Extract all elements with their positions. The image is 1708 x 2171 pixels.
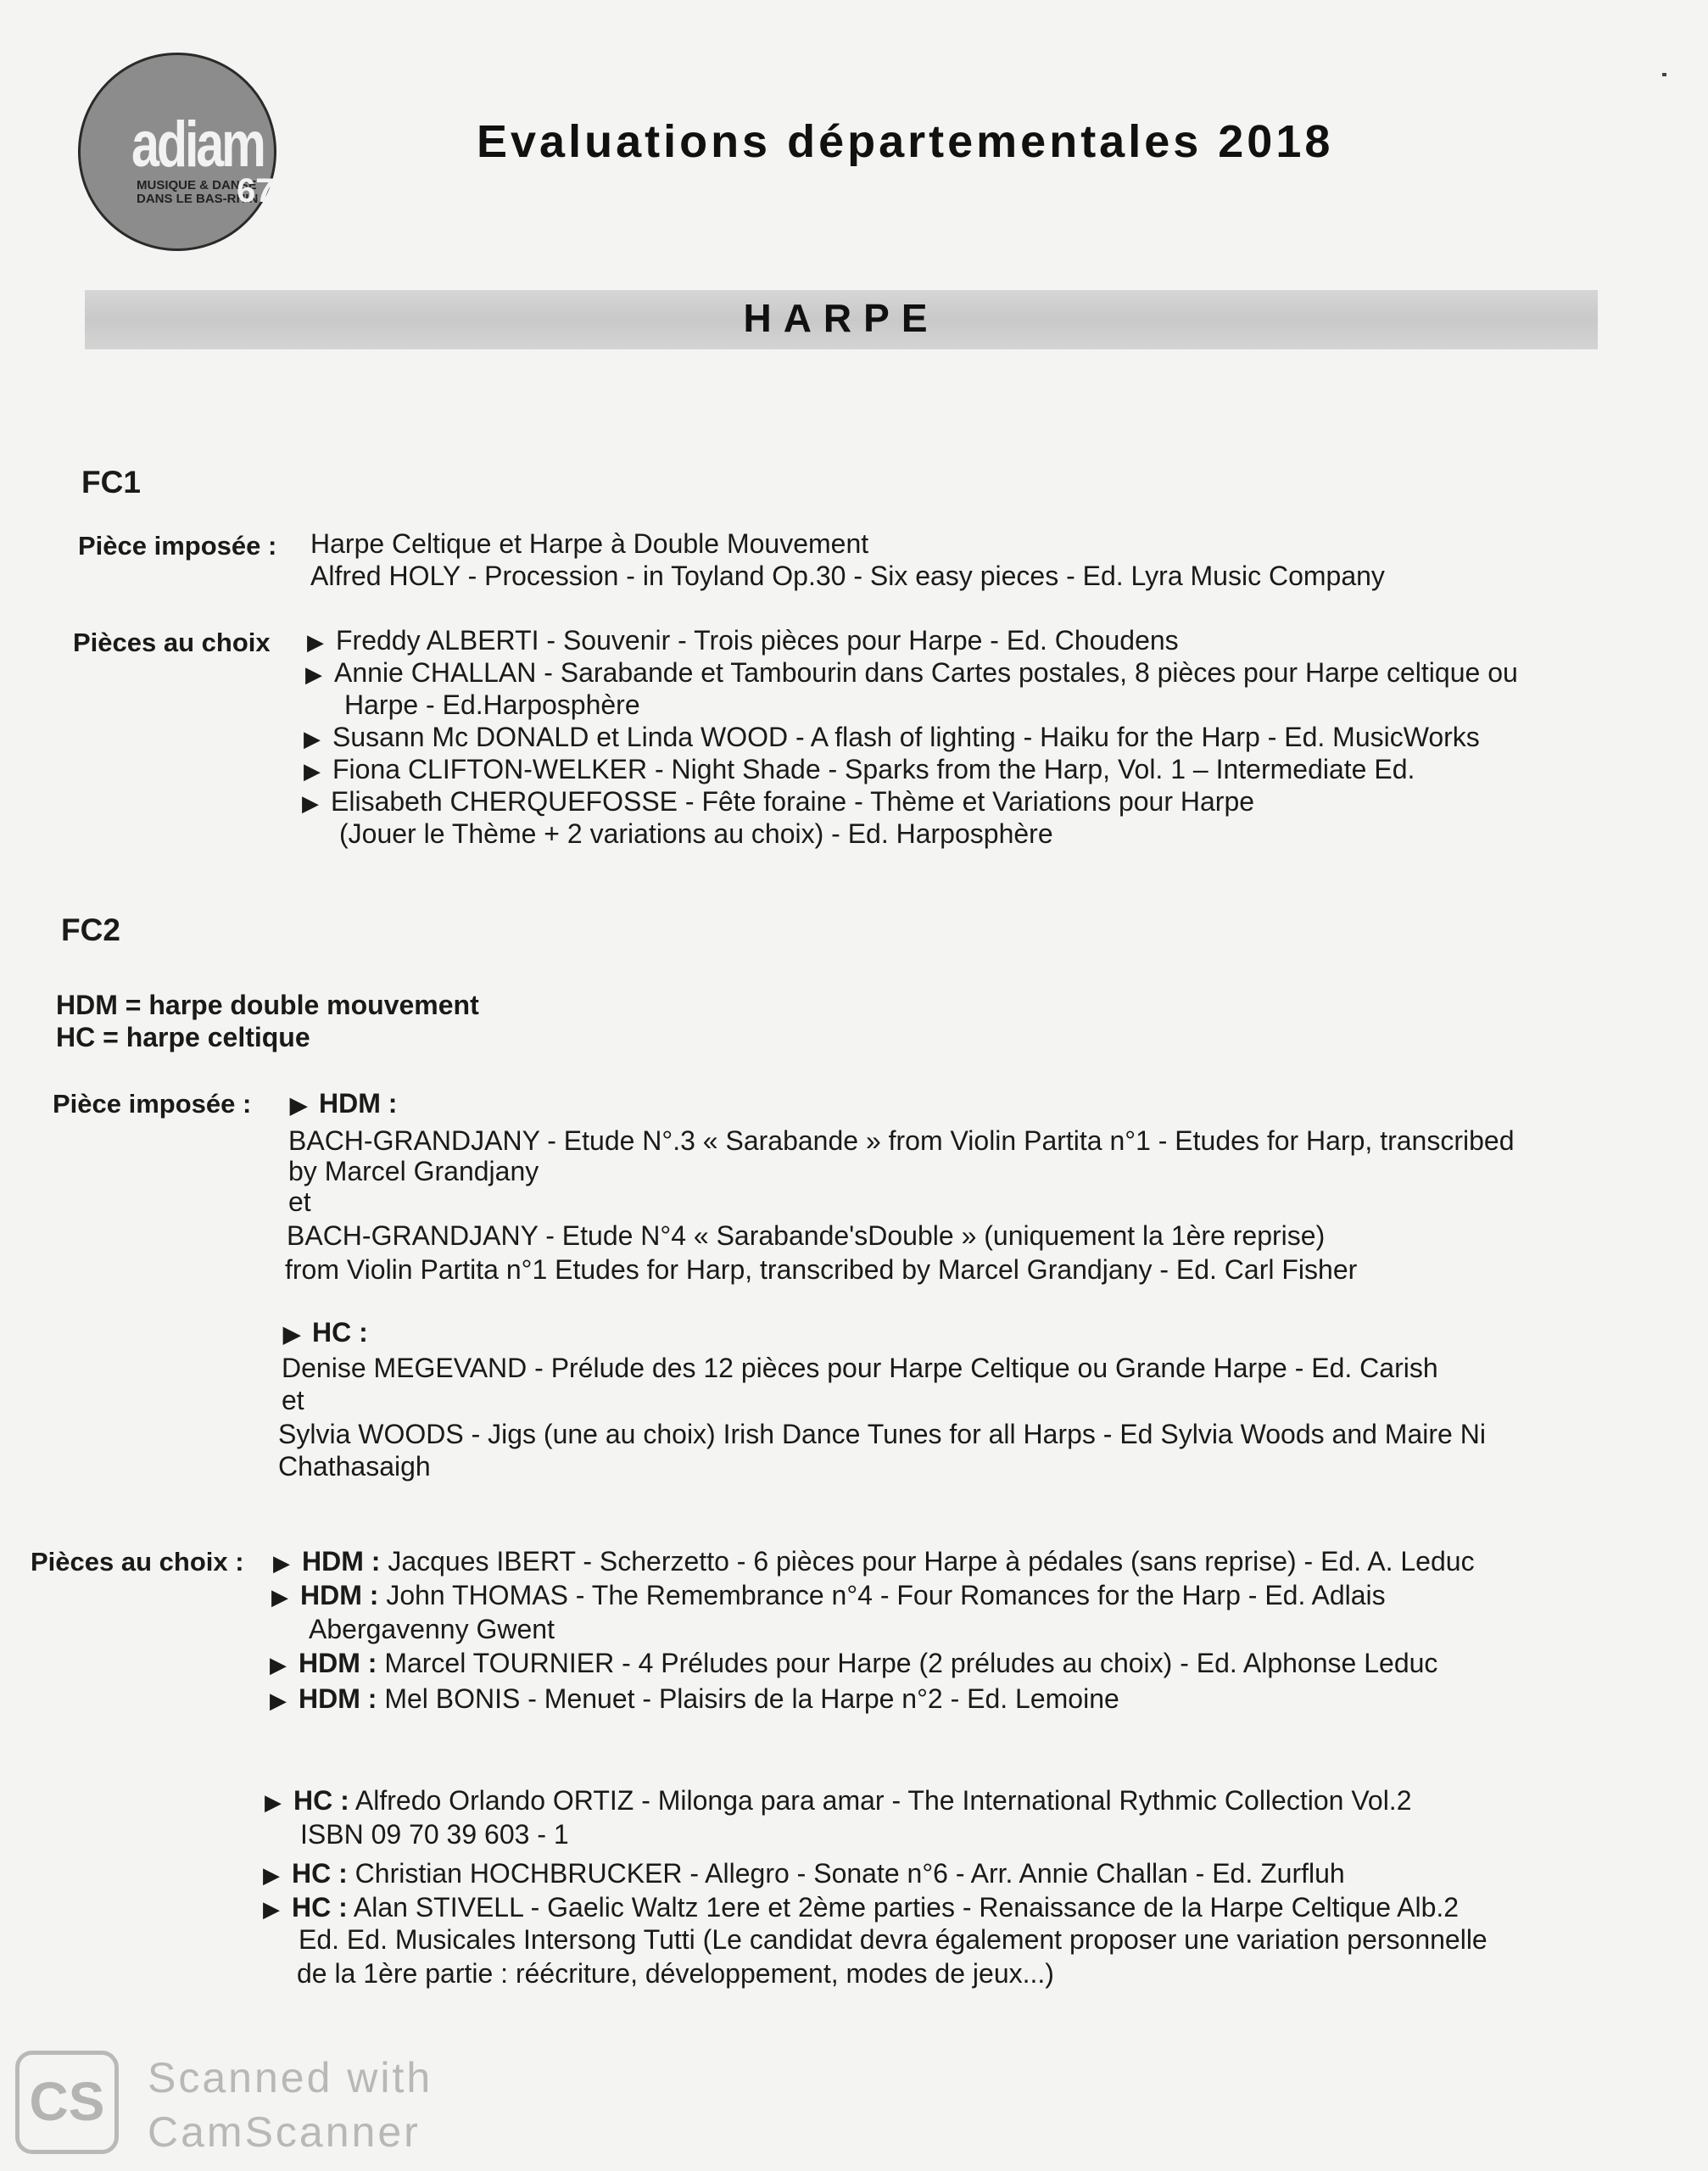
list-item-continued: (Jouer le Thème + 2 variations au choix) - Ed. Harposphère [339, 818, 1053, 849]
arrow-right-icon: ▶ [263, 1896, 280, 1922]
list-item: ▶ HC : Alan STIVELL - Gaelic Waltz 1ere et 2ème parties - Renaissance de la Harpe Celtique Alb.2 [263, 1892, 1460, 1923]
hc-line: Denise MEGEVAND - Prélude des 12 pièces pour Harpe Celtique ou Grande Harpe - Ed. Carish [282, 1353, 1438, 1383]
list-item: ▶ HDM : John THOMAS - The Remembrance n°4 - Four Romances for the Harp - Ed. Adlais [271, 1580, 1386, 1610]
arrow-right-icon: ▶ [263, 1862, 280, 1888]
hdm-line: et [288, 1186, 311, 1217]
hdm-line: by Marcel Grandjany [288, 1156, 539, 1186]
list-item: ▶ HC : Alfredo Orlando ORTIZ - Milonga para amar - The International Rythmic Collection Vol.2 [265, 1785, 1412, 1816]
fc1-heading: FC1 [81, 465, 141, 499]
arrow-right-icon: ▶ [305, 661, 322, 687]
list-item: ▶ HDM : Marcel TOURNIER - 4 Préludes pour Harpe (2 préludes au choix) - Ed. Alphonse Leduc [270, 1648, 1438, 1678]
list-item: ▶ Elisabeth CHERQUEFOSSE - Fête foraine - Thème et Variations pour Harpe [302, 786, 1255, 817]
list-item: ▶ HDM : Mel BONIS - Menuet - Plaisirs de la Harpe n°2 - Ed. Lemoine [270, 1683, 1119, 1714]
arrow-right-icon: ▶ [270, 1652, 287, 1677]
list-item-continued: de la 1ère partie : réécriture, développement, modes de jeux...) [297, 1958, 1054, 1989]
fc2-choice-label: Pièces au choix : [31, 1547, 244, 1577]
logo-number: 67 [237, 172, 275, 209]
legend-hc: HC = harpe celtique [56, 1022, 310, 1052]
adiam-logo [78, 53, 276, 251]
fc2-heading: FC2 [61, 912, 120, 947]
camscanner-watermark: Scanned with CamScanner [148, 2054, 433, 2156]
scan-speck [1662, 73, 1666, 76]
camscanner-logo: CS [15, 2051, 119, 2154]
section-title: HARPE [743, 296, 940, 340]
list-item-continued: ISBN 09 70 39 603 - 1 [300, 1819, 569, 1850]
hc-subheading: ▶ HC : [283, 1317, 368, 1348]
list-item: ▶ Freddy ALBERTI - Souvenir - Trois pièces pour Harpe - Ed. Choudens [307, 625, 1179, 656]
list-item-continued: Abergavenny Gwent [309, 1614, 555, 1644]
arrow-right-icon: ▶ [265, 1789, 282, 1815]
logo-word: adiam [131, 109, 264, 181]
arrow-right-icon: ▶ [304, 758, 321, 784]
hc-line: et [282, 1385, 304, 1415]
legend-hdm: HDM = harpe double mouvement [56, 990, 479, 1020]
arrow-right-icon: ▶ [304, 726, 321, 751]
fc1-imposed-label: Pièce imposée : [78, 531, 277, 561]
arrow-right-icon: ▶ [302, 790, 319, 816]
arrow-right-icon: ▶ [271, 1584, 288, 1610]
list-item-continued: Ed. Ed. Musicales Intersong Tutti (Le candidat devra également proposer une variation personnelle [299, 1924, 1488, 1955]
fc1-imposed-line: Harpe Celtique et Harpe à Double Mouvement [310, 528, 869, 559]
fc2-imposed-label: Pièce imposée : [53, 1089, 252, 1119]
hdm-subheading: ▶ HDM : [290, 1088, 398, 1119]
list-item-continued: Harpe - Ed.Harposphère [344, 689, 640, 720]
hdm-line: from Violin Partita n°1 Etudes for Harp, transcribed by Marcel Grandjany - Ed. Carl Fisher [285, 1254, 1358, 1285]
arrow-right-icon: ▶ [290, 1092, 307, 1118]
list-item: ▶ Annie CHALLAN - Sarabande et Tambourin dans Cartes postales, 8 pièces pour Harpe celtique ou [305, 657, 1518, 688]
list-item: ▶ HC : Christian HOCHBRUCKER - Allegro - Sonate n°6 - Arr. Annie Challan - Ed. Zurfluh [263, 1858, 1345, 1889]
hc-line: Chathasaigh [278, 1451, 431, 1482]
fc1-choice-label: Pièces au choix [73, 628, 271, 657]
list-item: ▶ HDM : Jacques IBERT - Scherzetto - 6 pièces pour Harpe à pédales (sans reprise) - Ed. A. Leduc [273, 1546, 1475, 1577]
arrow-right-icon: ▶ [307, 629, 324, 655]
arrow-right-icon: ▶ [270, 1688, 287, 1713]
list-item: ▶ Susann Mc DONALD et Linda WOOD - A flash of lighting - Haiku for the Harp - Ed. MusicWorks [304, 722, 1480, 752]
arrow-right-icon: ▶ [283, 1321, 300, 1347]
hc-line: Sylvia WOODS - Jigs (une au choix) Irish Dance Tunes for all Harps - Ed Sylvia Woods and Maire Ni [278, 1419, 1486, 1449]
list-item: ▶ Fiona CLIFTON-WELKER - Night Shade - Sparks from the Harp, Vol. 1 – Intermediate Ed. [304, 754, 1415, 784]
fc1-imposed-line: Alfred HOLY - Procession - in Toyland Op.30 - Six easy pieces - Ed. Lyra Music Company [310, 561, 1385, 591]
hdm-line: BACH-GRANDJANY - Etude N°.3 « Sarabande » from Violin Partita n°1 - Etudes for Harp, transcribed [288, 1125, 1515, 1156]
hdm-line: BACH-GRANDJANY - Etude N°4 « Sarabande'sDouble » (uniquement la 1ère reprise) [287, 1220, 1326, 1251]
page-title: Evaluations départementales 2018 [477, 116, 1334, 167]
logo-subtitle: MUSIQUE & DANSE DANS LE BAS-RHIN [137, 178, 259, 206]
arrow-right-icon: ▶ [273, 1550, 290, 1576]
